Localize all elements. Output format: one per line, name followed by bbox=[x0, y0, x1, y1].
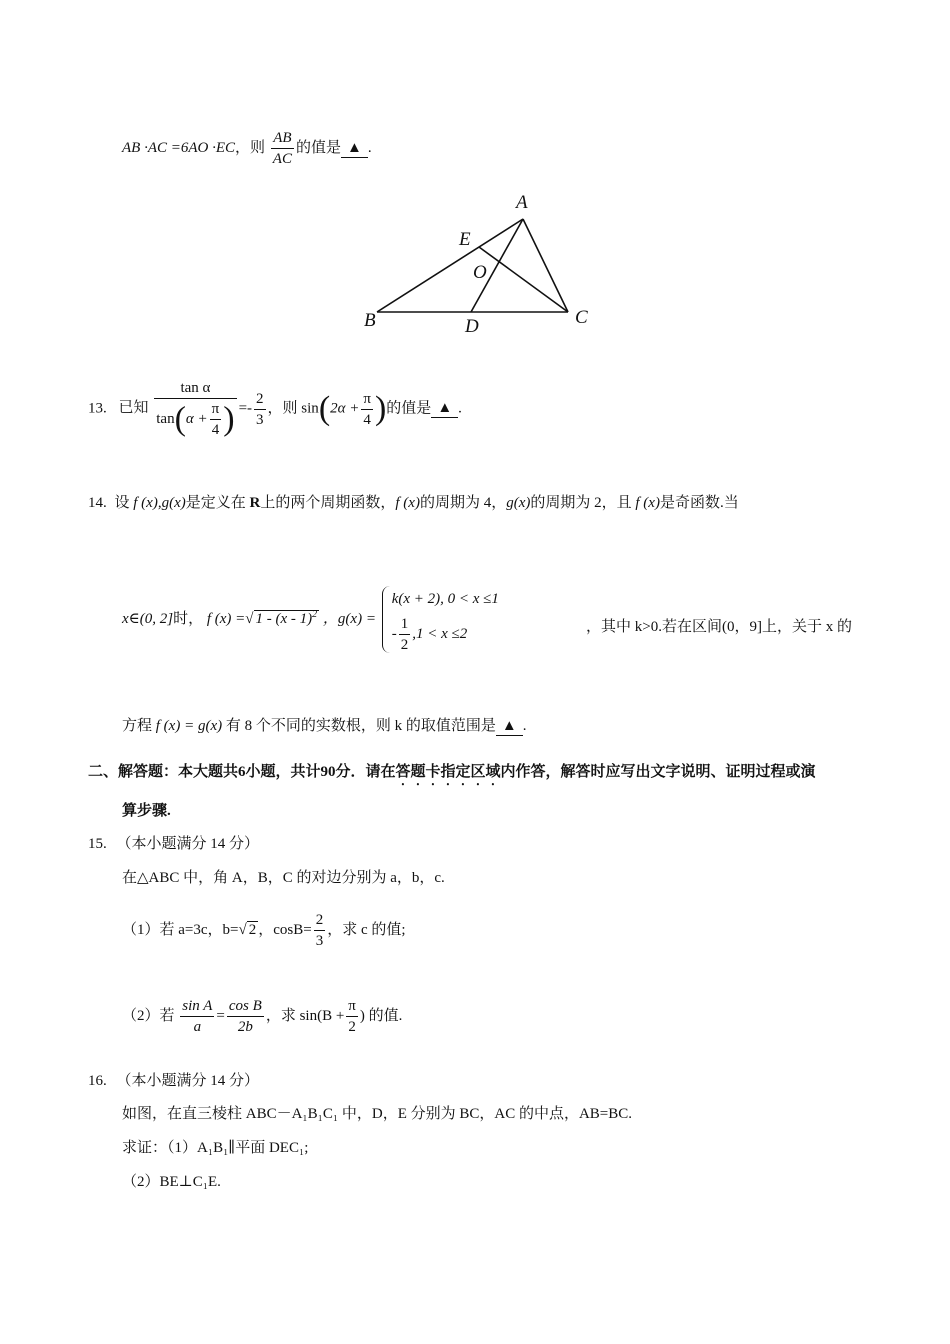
label-C: C bbox=[575, 307, 588, 328]
q14-line-2-tail: ，其中 k>0.若在区间(0，9]上，关于 x 的 bbox=[586, 619, 852, 635]
q14-l3-b: 有 8 个不同的实数根，则 k 的取值范围是 bbox=[225, 718, 496, 734]
q13-intro: 已知 bbox=[118, 400, 149, 417]
q14-piece-2-minus: - bbox=[391, 625, 397, 642]
section-2-title-a: 二、解答题：本大题共6小题，共计90分．请在 bbox=[88, 764, 396, 780]
q15-p2-eq: = bbox=[216, 1007, 225, 1024]
q13-arg-pi-frac bbox=[361, 389, 373, 430]
q14-l1-d: 的周期为 4， bbox=[419, 495, 507, 511]
q12-frac-den: AC bbox=[272, 151, 292, 167]
q12-answer-blank: ▲ bbox=[341, 140, 368, 158]
q14-f-def: f (x) = bbox=[206, 610, 246, 627]
q14-piece-2 bbox=[392, 614, 499, 655]
q12-sep: ，则 bbox=[235, 139, 266, 156]
q15-p1-b: ，cosB= bbox=[258, 921, 312, 938]
edge-BA bbox=[377, 219, 523, 312]
q12-fraction bbox=[271, 128, 294, 169]
q12-vector-equation: AB ·AC =6AO ·EC bbox=[122, 139, 236, 156]
q14-l3-a: 方程 bbox=[122, 718, 153, 734]
q15-p2-num-1: sin A bbox=[180, 996, 214, 1017]
segment-EC bbox=[479, 247, 568, 312]
q15-p2-b: ，求 sin(B + bbox=[265, 1007, 345, 1024]
q14-piece-2-cond: ,1 < x ≤2 bbox=[412, 625, 468, 642]
q13-answer-blank: ▲ bbox=[431, 400, 458, 418]
q15-part-1 bbox=[122, 910, 406, 951]
q15-p1-frac bbox=[314, 910, 326, 951]
q13-arg-pi: π bbox=[361, 389, 373, 410]
q14-p2-num: 1 bbox=[399, 614, 411, 635]
q12-frac-num: AB bbox=[271, 128, 294, 149]
q14-sqrt-sign: √ bbox=[245, 610, 254, 627]
q13-eq: =- bbox=[238, 400, 253, 417]
q13-rhs-num: 2 bbox=[254, 389, 266, 410]
q15-score: （本小题满分 14 分） bbox=[116, 836, 260, 852]
q15-p2-frac-2 bbox=[227, 996, 264, 1037]
q13-den-lparen: ( bbox=[174, 400, 186, 438]
edge-AC bbox=[523, 219, 568, 312]
q15-p2-pi-frac bbox=[346, 996, 358, 1037]
q15-p1-c: ，求 c 的值; bbox=[327, 921, 406, 938]
q13-arg-four: 4 bbox=[363, 411, 371, 428]
q14-line-2 bbox=[122, 584, 499, 655]
q13-rhs-fraction bbox=[254, 389, 266, 430]
q15-p2-c: ) 的值. bbox=[359, 1007, 403, 1024]
q15-p2-num-2: cos B bbox=[227, 996, 264, 1017]
q15-p2-a: （2）若 bbox=[122, 1007, 175, 1024]
q13-num: tan α bbox=[154, 378, 236, 399]
q15-p2-den-1: a bbox=[193, 1019, 202, 1035]
q13-arg: 2α + bbox=[330, 400, 360, 417]
q14-line-3 bbox=[122, 714, 526, 736]
q16-proof-2: （2）BE⊥C₁E. bbox=[122, 1174, 221, 1190]
q14-gx-1: g(x) bbox=[161, 495, 186, 511]
q14-domain: x∈(0, 2] bbox=[122, 610, 174, 627]
q16-stem: 如图，在直三棱柱 ABC－A₁B₁C₁ 中，D，E 分别为 BC，AC 的中点，AB=BC. bbox=[122, 1106, 633, 1122]
q13-den-four: 4 bbox=[211, 422, 220, 438]
q16-proof-1: 求证：（1）A₁B₁∥平面 DEC₁; bbox=[122, 1140, 309, 1156]
q14-sqrt bbox=[254, 610, 320, 627]
q13-rhs-den: 3 bbox=[256, 411, 264, 428]
q14-sqrt-body: 1 - (x - 1) bbox=[255, 610, 313, 627]
q14-end: . bbox=[522, 718, 527, 734]
q15-number: 15. bbox=[88, 836, 107, 852]
q14-fx-3: f (x) bbox=[635, 495, 660, 511]
q16-score: （本小题满分 14 分） bbox=[116, 1073, 260, 1089]
q13-suffix: 的值是 bbox=[386, 400, 432, 417]
q14-square: 2 bbox=[312, 608, 318, 620]
q13-den-rparen: ) bbox=[223, 400, 235, 438]
q13-den bbox=[154, 399, 236, 440]
q16-number: 16. bbox=[88, 1073, 107, 1089]
q14-brace bbox=[382, 586, 391, 653]
q14-equation: f (x) = g(x) bbox=[155, 718, 223, 734]
q14-line-1: 14. 设 f (x),g(x)是定义在 R上的两个周期函数，f (x)的周期为 4，g(x)的周期为 2，且 f (x)是奇函数.当 bbox=[88, 495, 739, 511]
q14-piece-2-frac bbox=[399, 614, 411, 655]
section-2-title bbox=[88, 760, 816, 789]
q15-p1-sqrt-sign: √ bbox=[238, 921, 247, 938]
q15-p1-den: 3 bbox=[315, 933, 324, 949]
q15-p1-num: 2 bbox=[314, 910, 326, 931]
q14-real-set: R bbox=[249, 495, 261, 511]
section-2-title-line-2: 算步骤. bbox=[122, 803, 171, 819]
q14-l1-b: 是定义在 bbox=[185, 495, 246, 511]
q14-fx-1: f (x) bbox=[133, 495, 158, 511]
label-O: O bbox=[473, 262, 487, 283]
q13-mid: ，则 sin bbox=[267, 400, 319, 417]
q13-den-inner: α + bbox=[185, 410, 208, 427]
q14-answer-blank: ▲ bbox=[496, 718, 523, 736]
question-13 bbox=[88, 378, 462, 440]
q14-g-def: ，g(x) = bbox=[322, 610, 376, 627]
label-B: B bbox=[364, 310, 376, 331]
q15-stem: 在△ABC 中，角 A，B，C 的对边分别为 a，b，c. bbox=[122, 870, 445, 886]
q13-den-tan: tan bbox=[156, 410, 175, 427]
q15-p2-den-2: 2b bbox=[237, 1019, 253, 1035]
q15-p2-pi: π bbox=[346, 996, 358, 1017]
q14-l1-f: 是奇函数.当 bbox=[659, 495, 739, 511]
q15-p1-sqrt: 2 bbox=[248, 921, 257, 938]
q12-suffix: 的值是 bbox=[295, 139, 341, 156]
triangle-figure bbox=[355, 185, 605, 340]
q13-number: 13. bbox=[88, 400, 107, 417]
q14-piecewise bbox=[380, 584, 499, 655]
label-E: E bbox=[459, 229, 471, 250]
q15-p1-a: （1）若 a=3c，b= bbox=[122, 921, 239, 938]
q14-piece-1: k(x + 2), 0 < x ≤1 bbox=[391, 591, 499, 607]
q12-end: . bbox=[367, 139, 372, 156]
q13-end: . bbox=[458, 400, 462, 417]
section-2-title-emph: 答题卡指定区域 bbox=[395, 764, 501, 780]
q15-header bbox=[88, 832, 259, 853]
q13-arg-rparen: ) bbox=[374, 390, 387, 427]
q15-p2-two: 2 bbox=[348, 1019, 356, 1035]
section-2-title-b: 内作答，解答时应写出文字说明、证明过程或演 bbox=[500, 764, 816, 780]
q15-part-2 bbox=[122, 996, 402, 1037]
label-A: A bbox=[516, 192, 528, 213]
q14-fx-2: f (x) bbox=[395, 495, 420, 511]
q13-arg-lparen: ( bbox=[318, 390, 331, 427]
q14-when: 时， bbox=[173, 610, 204, 627]
q14-gx-2: g(x) bbox=[506, 495, 531, 511]
q16-header bbox=[88, 1069, 259, 1090]
q12-tail-line bbox=[122, 128, 372, 169]
q14-l1-a: 设 bbox=[114, 495, 130, 511]
q14-l1-e: 的周期为 2，且 bbox=[530, 495, 632, 511]
label-D: D bbox=[465, 316, 479, 337]
q15-p2-frac-1 bbox=[180, 996, 214, 1037]
q14-p2-den: 2 bbox=[400, 637, 409, 653]
q14-l1-c: 上的两个周期函数， bbox=[260, 495, 396, 511]
q13-den-pi: π bbox=[210, 399, 222, 420]
q13-den-pi-frac bbox=[210, 399, 222, 440]
q14-number: 14. bbox=[88, 495, 107, 511]
q13-main-fraction bbox=[154, 378, 236, 440]
